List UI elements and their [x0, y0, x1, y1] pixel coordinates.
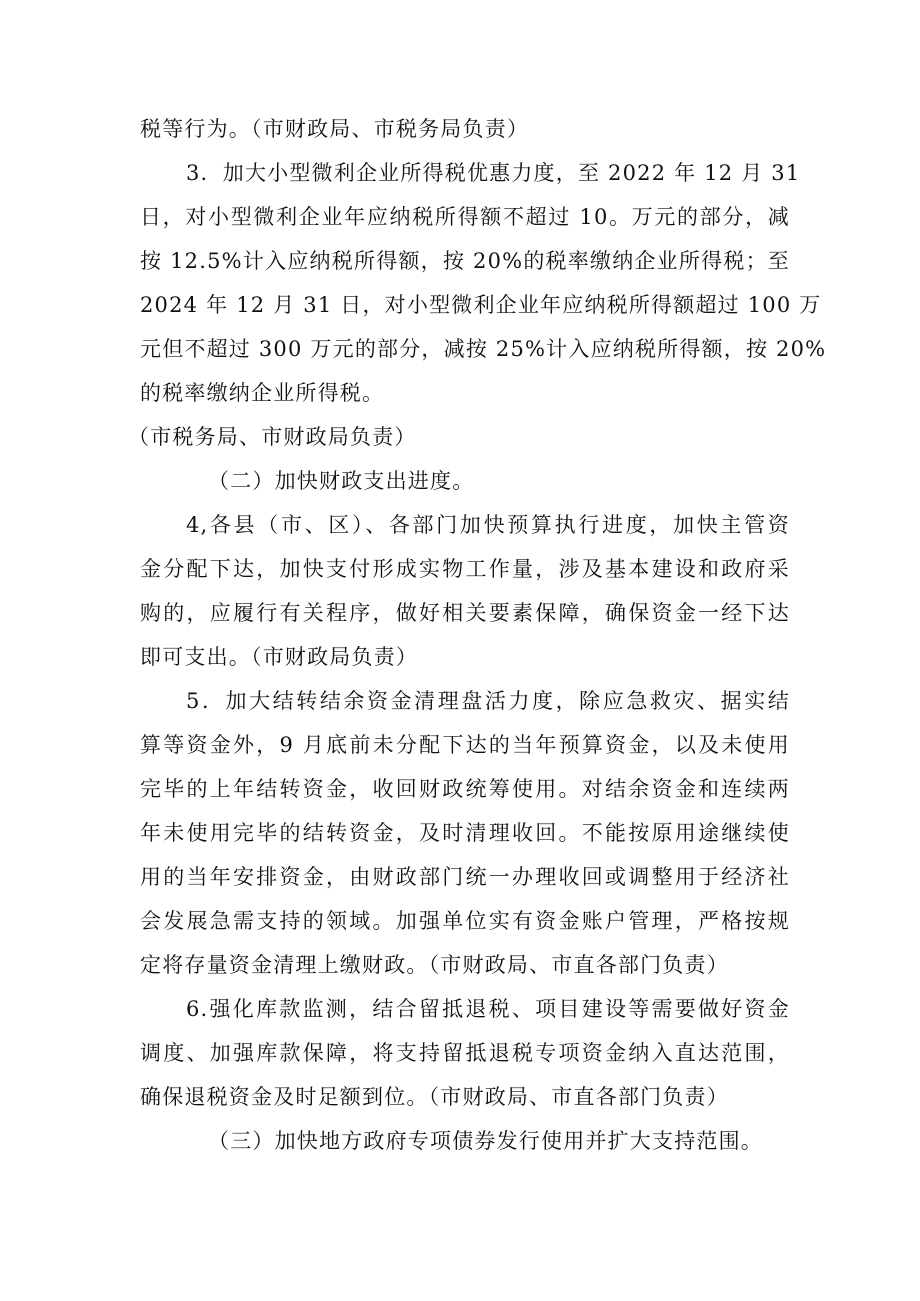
text-line-2: 3．加大小型微利企业所得税优惠力度，至 2022 年 12 月 31: [186, 161, 801, 185]
text-line-4: 按 12.5%计入应纳税所得额，按 20%的税率缴纳企业所得税；至: [140, 249, 790, 273]
text-line-7: 的税率缴纳企业所得税。: [140, 381, 385, 405]
text-line-23: 确保退税资金及时足额到位。（市财政局、市直各部门负责）: [140, 1085, 729, 1109]
text-line-14: 5．加大结转结余资金清理盘活力度，除应急救灾、据实结: [186, 689, 790, 713]
text-line-1: 税等行为。（市财政局、市税务局负责）: [140, 117, 530, 141]
section-heading-3: （三）加快地方政府专项债券发行使用并扩大支持范围。: [208, 1129, 763, 1153]
text-line-20: 定将存量资金清理上缴财政。（市财政局、市直各部门负责）: [140, 953, 729, 977]
text-line-5: 2024 年 12 月 31 日，对小型微利企业年应纳税所得额超过 100 万: [140, 293, 822, 317]
text-line-3: 日，对小型微利企业年应纳税所得额不超过 10。万元的部分，减: [140, 205, 790, 229]
text-line-13: 即可支出。（市财政局负责）: [140, 645, 419, 669]
text-line-18: 用的当年安排资金，由财政部门统一办理收回或调整用于经济社: [140, 865, 790, 889]
text-line-10: 4,各县（市、区）、各部门加快预算执行进度，加快主管资: [186, 513, 790, 537]
text-line-6: 元但不超过 300 万元的部分，减按 25%计入应纳税所得额，按 20%: [140, 337, 827, 361]
text-line-16: 完毕的上年结转资金，收回财政统筹使用。对结余资金和连续两: [140, 777, 790, 801]
text-line-15: 算等资金外，9 月底前未分配下达的当年预算资金，以及未使用: [140, 733, 790, 757]
text-line-21: 6.强化库款监测，结合留抵退税、项目建设等需要做好资金: [186, 997, 790, 1021]
text-line-8: （市税务局、市财政局负责）: [128, 425, 417, 449]
text-line-11: 金分配下达，加快支付形成实物工作量，涉及基本建设和政府采: [140, 557, 790, 581]
text-line-19: 会发展急需支持的领域。加强单位实有资金账户管理，严格按规: [140, 909, 790, 933]
text-line-17: 年未使用完毕的结转资金，及时清理收回。不能按原用途继续使: [140, 821, 790, 845]
section-heading-2: （二）加快财政支出进度。: [208, 469, 475, 493]
text-line-22: 调度、加强库款保障，将支持留抵退税专项资金纳入直达范围，: [140, 1041, 790, 1065]
text-line-12: 购的，应履行有关程序，做好相关要素保障，确保资金一经下达: [140, 601, 790, 625]
